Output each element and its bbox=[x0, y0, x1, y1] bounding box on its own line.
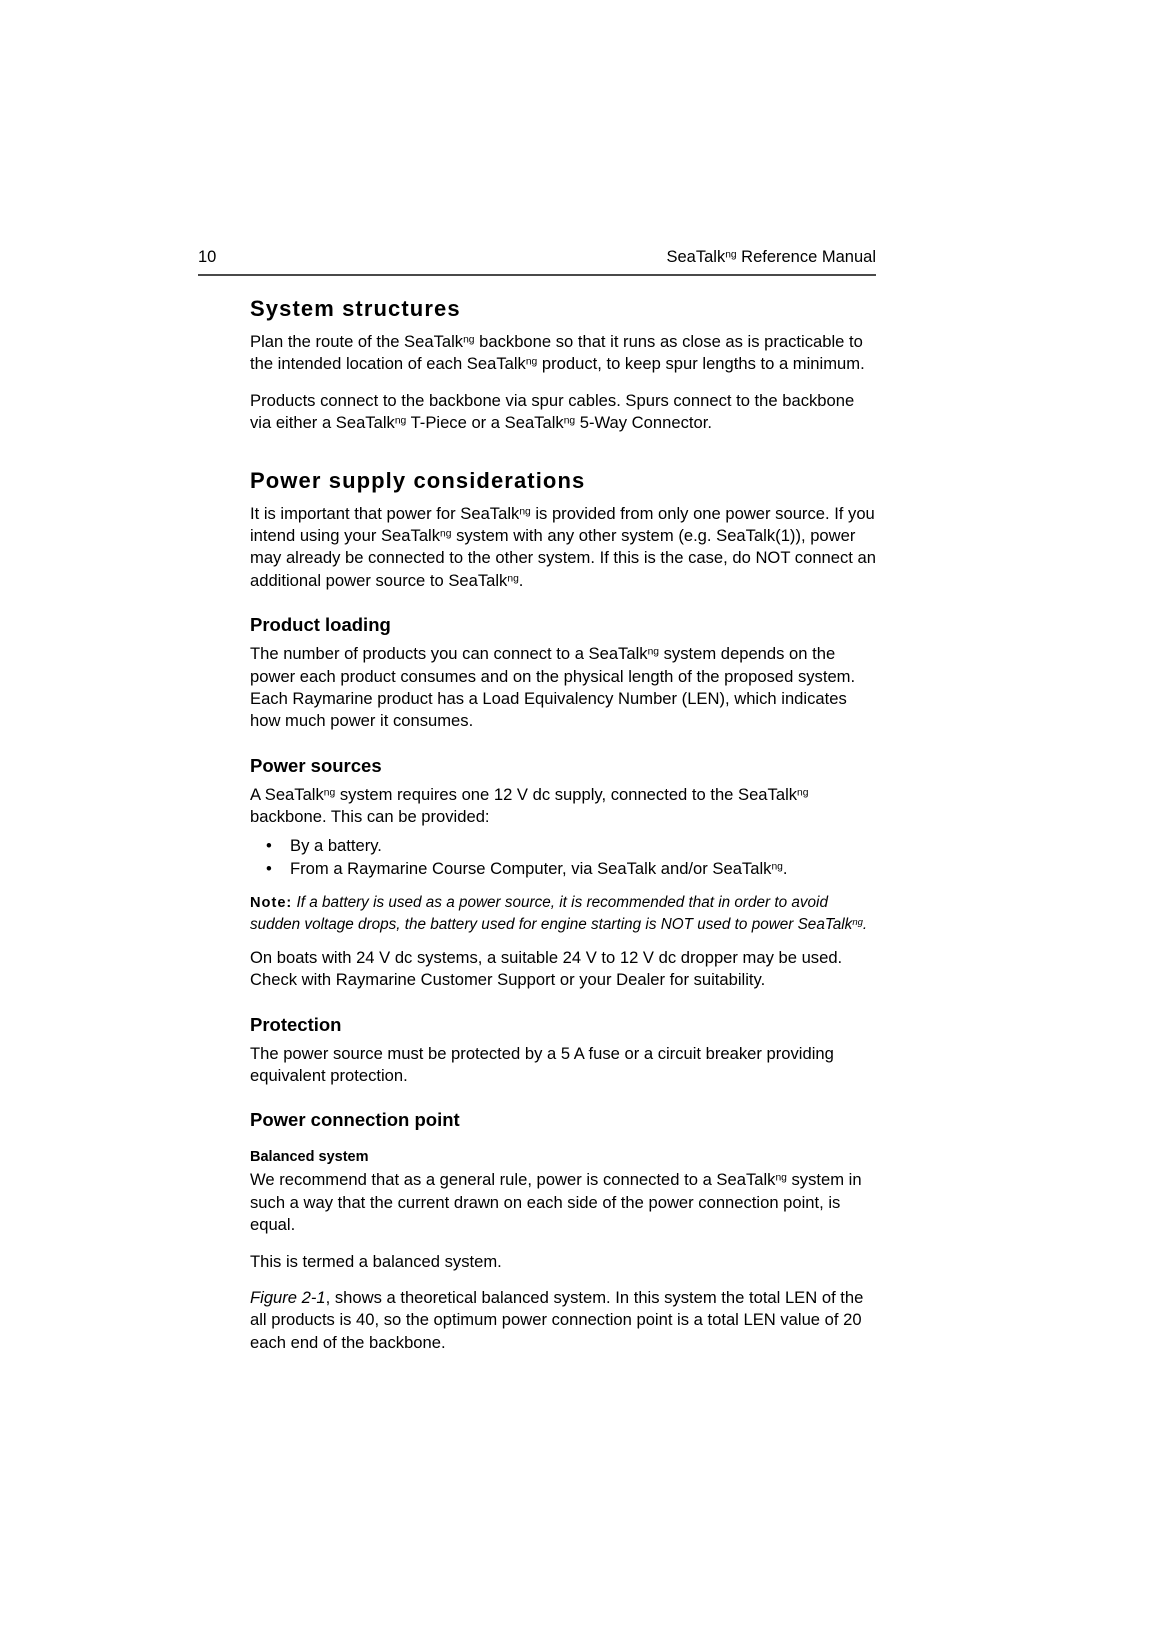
superscript-ng: ng bbox=[394, 415, 407, 427]
heading-power-sources: Power sources bbox=[250, 754, 382, 776]
list-item bbox=[250, 857, 876, 880]
paragraph-figure-reference bbox=[250, 1287, 876, 1354]
paragraph-balanced-system-2: This is termed a balanced system. bbox=[250, 1251, 502, 1271]
superscript-ng: ng bbox=[775, 1173, 787, 1184]
document-body bbox=[250, 296, 876, 1368]
figure-reference: Figure 2-1 bbox=[250, 1287, 326, 1307]
text-fragment: It is important that power for SeaTalk bbox=[250, 503, 520, 523]
heading-balanced-system: Balanced system bbox=[250, 1149, 369, 1166]
header-rule-divider bbox=[198, 274, 876, 276]
paragraph-power-supply-1 bbox=[250, 503, 876, 593]
bullet-marker-icon: • bbox=[266, 858, 272, 878]
superscript-ng: ng bbox=[525, 357, 538, 369]
superscript-ng: ng bbox=[647, 646, 659, 658]
paragraph-power-sources-2: On boats with 24 V dc systems, a suitable 24 V to 12 V dc dropper may be used. Check with Raymarine Customer Support or your Dealer for suitability. bbox=[250, 947, 843, 990]
manual-title bbox=[667, 248, 877, 267]
superscript-ng: ng bbox=[725, 249, 737, 261]
heading-power-connection-point: Power connection point bbox=[250, 1109, 460, 1131]
superscript-ng: ng bbox=[519, 506, 531, 518]
paragraph-system-structures-2 bbox=[250, 390, 876, 435]
manual-title-prefix: SeaTalk bbox=[666, 248, 726, 266]
text-fragment: Products connect to the backbone via spur cables. Spurs connect to the backbone via either a SeaTalk bbox=[250, 390, 855, 433]
page-header bbox=[198, 248, 876, 267]
paragraph-product-loading-1 bbox=[250, 643, 876, 733]
text-fragment: . bbox=[518, 570, 524, 590]
superscript-ng: ng bbox=[323, 787, 336, 799]
text-fragment: Plan the route of the SeaTalk bbox=[250, 332, 464, 351]
heading-protection: Protection bbox=[250, 1013, 342, 1035]
text-fragment: . bbox=[862, 915, 868, 933]
text-fragment: . bbox=[782, 858, 788, 878]
text-fragment: If a battery is used as a power source, it is recommended that in order to avoid sudden voltage drops, the battery used for engine starting is NOT used to power SeaTalk bbox=[250, 893, 853, 933]
heading-power-supply-considerations: Power supply considerations bbox=[250, 467, 586, 493]
text-fragment: We recommend that as a general rule, power is connected to a SeaTalk bbox=[250, 1170, 776, 1190]
text-fragment: backbone so that it runs as close as is practicable to the intended location of each SeaTalk bbox=[250, 332, 863, 374]
note-label: Note: bbox=[250, 894, 293, 911]
bullet-marker-icon: • bbox=[266, 835, 272, 855]
superscript-ng: ng bbox=[771, 861, 783, 873]
text-fragment: backbone. This can be provided: bbox=[250, 807, 490, 827]
heading-system-structures: System structures bbox=[250, 296, 461, 321]
paragraph-power-sources-1 bbox=[250, 784, 876, 829]
text-fragment: By a battery. bbox=[290, 835, 382, 855]
paragraph-protection-1: The power source must be protected by a 5 A fuse or a circuit breaker providing equivalent protection. bbox=[250, 1043, 834, 1085]
text-fragment: The number of products you can connect to a SeaTalk bbox=[250, 644, 648, 664]
page-number: 10 bbox=[198, 248, 217, 266]
superscript-ng: ng bbox=[563, 415, 576, 427]
manual-title-suffix: Reference Manual bbox=[736, 248, 876, 266]
superscript-ng: ng bbox=[440, 528, 452, 540]
text-fragment: is provided from only one power source. If you intend using your SeaTalk bbox=[250, 503, 875, 546]
text-fragment: From a Raymarine Course Computer, via SeaTalk and/or SeaTalk bbox=[290, 858, 772, 878]
text-fragment: system in such a way that the current drawn on each side of the power connection point, is equal. bbox=[250, 1170, 862, 1235]
text-fragment: system with any other system (e.g. SeaTalk(1)), power may already be connected to the other system. If this is the case, do NOT connect an additional power source to SeaTalk bbox=[250, 526, 876, 590]
superscript-ng: ng bbox=[797, 787, 809, 799]
text-fragment: product, to keep spur lengths to a minimum. bbox=[537, 354, 865, 374]
text-fragment: system requires one 12 V dc supply, connected to the SeaTalk bbox=[335, 784, 798, 804]
list-item bbox=[250, 834, 876, 857]
text-fragment: A SeaTalk bbox=[250, 784, 324, 804]
paragraph-system-structures-1 bbox=[250, 331, 876, 376]
heading-product-loading: Product loading bbox=[250, 614, 391, 636]
superscript-ng: ng bbox=[463, 334, 475, 346]
superscript-ng: ng bbox=[507, 573, 519, 585]
text-fragment: , shows a theoretical balanced system. In this system the total LEN of the all products is 40, so the optimum power connection point is a total LEN value of 20 each end of the backbone. bbox=[250, 1287, 864, 1352]
paragraph-balanced-system-1 bbox=[250, 1169, 876, 1236]
text-fragment: 5-Way Connector. bbox=[575, 413, 712, 433]
power-sources-bullet-list bbox=[250, 834, 876, 880]
note-block bbox=[250, 892, 876, 935]
text-fragment: system depends on the power each product consumes and on the physical length of the proposed system. Each Raymarine product has a Load Equivalency Number (LEN), which indicates how much power it consumes. bbox=[250, 644, 856, 731]
text-fragment: T-Piece or a SeaTalk bbox=[406, 413, 564, 433]
superscript-ng: ng bbox=[852, 916, 863, 928]
